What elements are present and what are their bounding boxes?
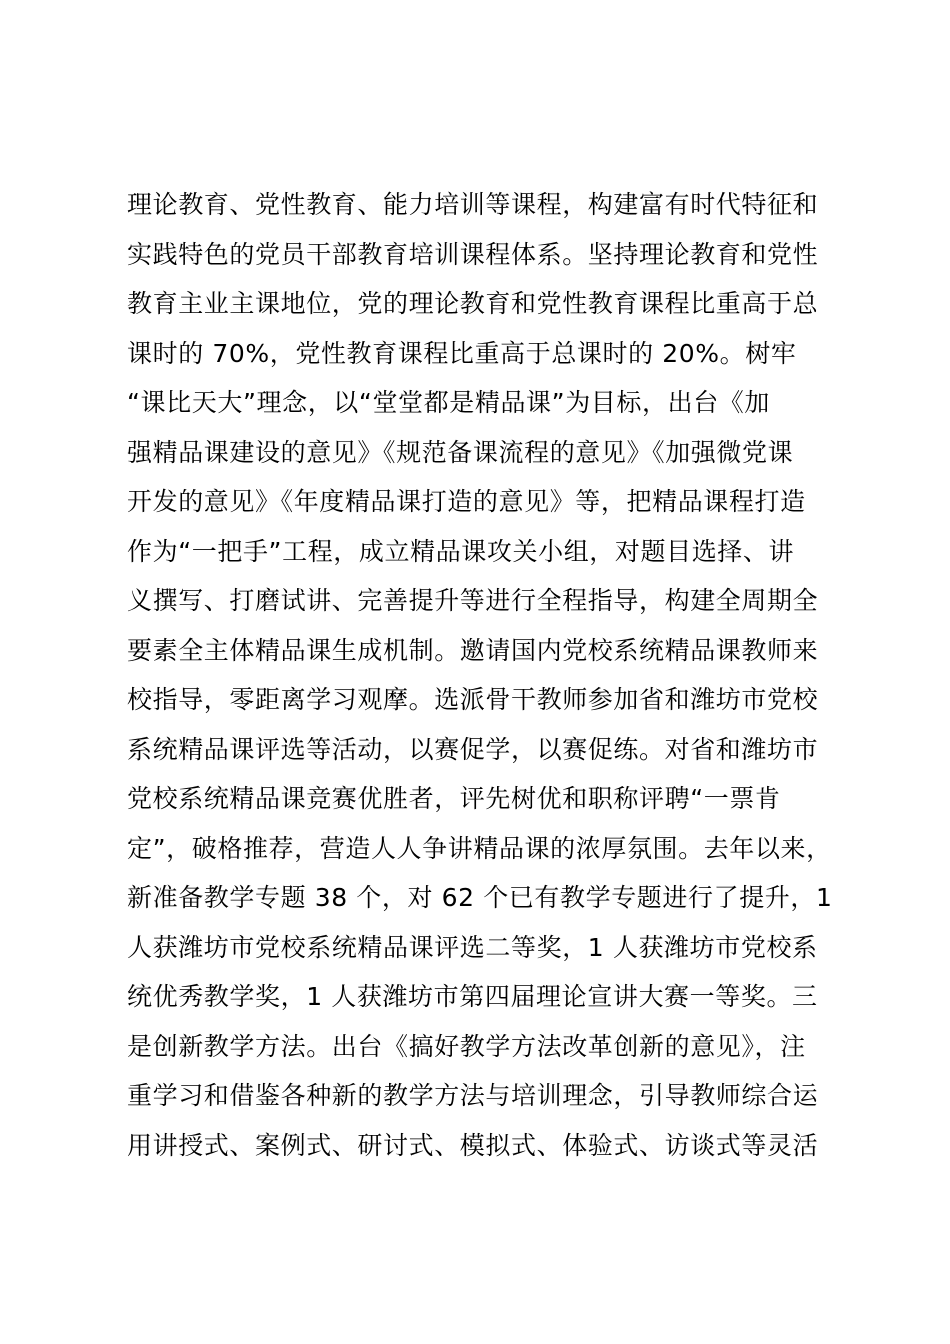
text-line: 教育主业主课地位，党的理论教育和党性教育课程比重高于总 bbox=[127, 289, 819, 318]
body-paragraph bbox=[127, 180, 847, 1170]
text-line: 校指导，零距离学习观摩。选派骨干教师参加省和潍坊市党校 bbox=[127, 685, 819, 714]
text-line: 统优秀教学奖，1 人获潍坊市第四届理论宣讲大赛一等奖。三 bbox=[127, 982, 818, 1011]
text-line: 理论教育、党性教育、能力培训等课程，构建富有时代特征和 bbox=[127, 190, 819, 219]
text-line: 是创新教学方法。出台《搞好教学方法改革创新的意见》，注 bbox=[127, 1031, 806, 1061]
text-line: 定”，破格推荐，营造人人争讲精品课的浓厚氛围。去年以来， bbox=[127, 833, 832, 863]
text-line: “课比天大”理念，以“堂堂都是精品课”为目标，出台《加 bbox=[127, 388, 771, 417]
text-line: 人获潍坊市党校系统精品课评选二等奖，1 人获潍坊市党校系 bbox=[127, 932, 818, 962]
text-line: 党校系统精品课竞赛优胜者，评先树优和职称评聘“一票肯 bbox=[127, 784, 781, 813]
text-line: 课时的 70%，党性教育课程比重高于总课时的 20%。树牢 bbox=[127, 338, 797, 368]
text-line: 新准备教学专题 38 个，对 62 个已有教学专题进行了提升，1 bbox=[127, 883, 833, 912]
text-line: 重学习和借鉴各种新的教学方法与培训理念，引导教师综合运 bbox=[127, 1081, 819, 1110]
text-line: 要素全主体精品课生成机制。邀请国内党校系统精品课教师来 bbox=[127, 635, 819, 665]
text-line: 开发的意见》《年度精品课打造的意见》等，把精品课程打造 bbox=[127, 487, 806, 516]
text-line: 用讲授式、案例式、研讨式、模拟式、体验式、访谈式等灵活 bbox=[127, 1130, 819, 1160]
text-line: 系统精品课评选等活动，以赛促学，以赛促练。对省和潍坊市 bbox=[127, 734, 819, 764]
text-line: 实践特色的党员干部教育培训课程体系。坚持理论教育和党性 bbox=[127, 239, 819, 269]
text-line: 强精品课建设的意见》《规范备课流程的意见》《加强微党课 bbox=[127, 437, 794, 467]
text-line: 义撰写、打磨试讲、完善提升等进行全程指导，构建全周期全 bbox=[127, 586, 819, 615]
text-line: 作为“一把手”工程，成立精品课攻关小组，对题目选择、讲 bbox=[127, 536, 795, 566]
